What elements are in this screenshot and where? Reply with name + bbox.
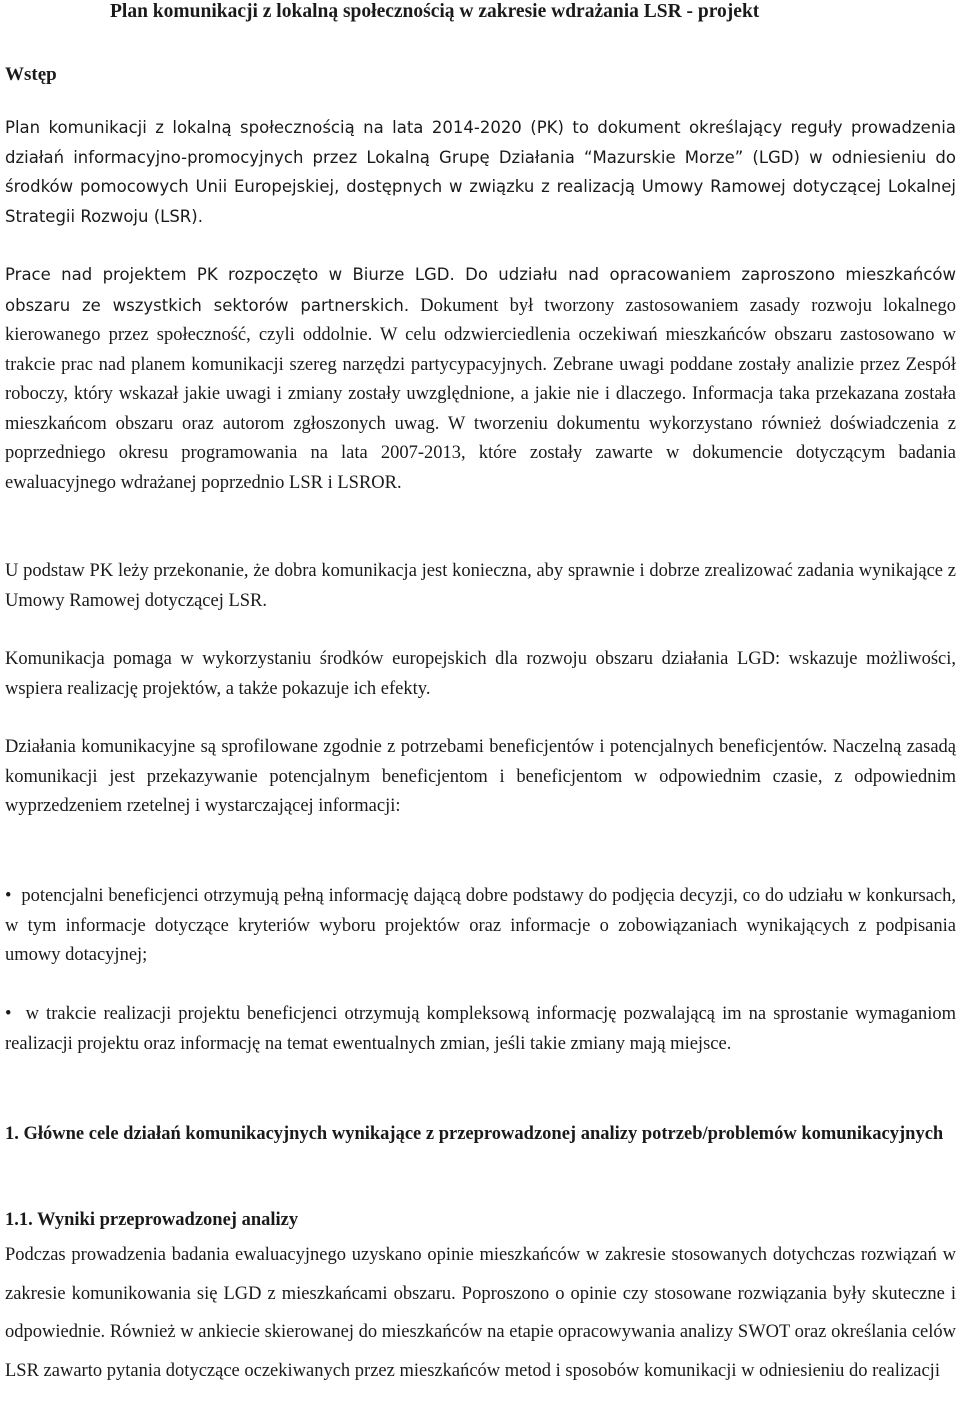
paragraph-work <box>5 260 956 498</box>
section-heading-goals: 1. Główne cele działań komunikacyjnych wynikające z przeprowadzonej analizy potrzeb/problemów komunikacyjnych <box>5 1124 944 1144</box>
paragraph-work-lead: Prace nad projektem PK rozpoczęto w Biurze LGD. Do udziału nad opracowaniem zaproszono mieszkańców obszaru ze wszystkich sektorów partnerskich. <box>5 265 956 315</box>
paragraph-results: Podczas prowadzenia badania ewaluacyjnego uzyskano opinie mieszkańców w zakresie stosowanych dotychczas rozwiązań w zakresie komunikowania się LGD z mieszkańcami obszaru. Poproszono o opinie czy stosowane rozwiązania były skuteczne i odpowiednie. Również w ankiecie skierowanej do mieszkańców na etapie opracowywania analizy SWOT oraz określania celów LSR zawarto pytania dotyczące oczekiwanych przez mieszkańców metod i sposobów komunikacji w odniesieniu do realizacji <box>5 1245 956 1381</box>
paragraph-work-rest: Dokument był tworzony zastosowaniem zasady rozwoju lokalnego kierowanego przez społeczność, czyli oddolnie. W celu odzwierciedlenia oczekiwań mieszkańców obszaru zastosowano w trakcie prac nad planem komunikacji szereg narzędzi partycypacyjnych. Zebrane uwagi poddane zostały analizie przez Zespół roboczy, który wskazał jakie uwagi i zmiany zostały uwzględnione, a jakie nie i dlaczego. Informacja taka przekazana została mieszkańcom obszaru oraz autorom zgłoszonych uwag. W tworzeniu dokumentu wykorzystano również doświadczenia z poprzedniego okresu programowania na lata 2007-2013, które zostały zawarte w dokumencie dotyczącym badania ewaluacyjnego wdrażanej poprzednio LSR i LSROR. <box>5 295 956 493</box>
bullet-item: • potencjalni beneficjenci otrzymują pełną informację dającą dobre podstawy do podjęcia decyzji, co do udziału w konkursach, w tym informacje dotyczące kryteriów wyboru projektów oraz informacje o zobowiązaniach wynikających z podpisania umowy dotacyjnej; <box>5 882 956 971</box>
paragraph-communication: Komunikacja pomaga w wykorzystaniu środków europejskich dla rozwoju obszaru działania LGD: wskazuje możliwości, wspiera realizację projektów, a także pokazuje ich efekty. <box>5 649 956 699</box>
document-title: Plan komunikacji z lokalną społecznością w zakresie wdrażania LSR - projekt <box>110 1 760 22</box>
paragraph-basis: U podstaw PK leży przekonanie, że dobra komunikacja jest konieczna, aby sprawnie i dobrze zrealizować zadania wynikające z Umowy Ramowej dotyczącej LSR. <box>5 561 956 611</box>
bullet-item: • w trakcie realizacji projektu beneficjenci otrzymują kompleksową informację pozwalającą im na sprostanie wymaganiom realizacji projektu oraz informację na temat ewentualnych zmian, jeśli takie zmiany mają miejsce. <box>5 1000 956 1059</box>
paragraph-actions: Działania komunikacyjne są sprofilowane zgodnie z potrzebami beneficjentów i potencjalnych beneficjentów. Naczelną zasadą komunikacji jest przekazywanie potencjalnym beneficjentom i beneficjentom w odpowiednim czasie, z odpowiednim wyprzedzeniem rzetelnej i wystarczającej informacji: <box>5 737 956 816</box>
paragraph-intro: Plan komunikacji z lokalną społecznością na lata 2014-2020 (PK) to dokument określający reguły prowadzenia działań informacyjno-promocyjnych przez Lokalną Grupę Działania “Mazurskie Morze” (LGD) w odniesieniu do środków pomocowych Unii Europejskiej, dostępnych w związku z realizacją Umowy Ramowej dotyczącej Lokalnej Strategii Rozwoju (LSR). <box>5 118 956 226</box>
section-heading-intro: Wstęp <box>5 64 57 85</box>
subsection-heading-results: 1.1. Wyniki przeprowadzonej analizy <box>5 1210 299 1230</box>
